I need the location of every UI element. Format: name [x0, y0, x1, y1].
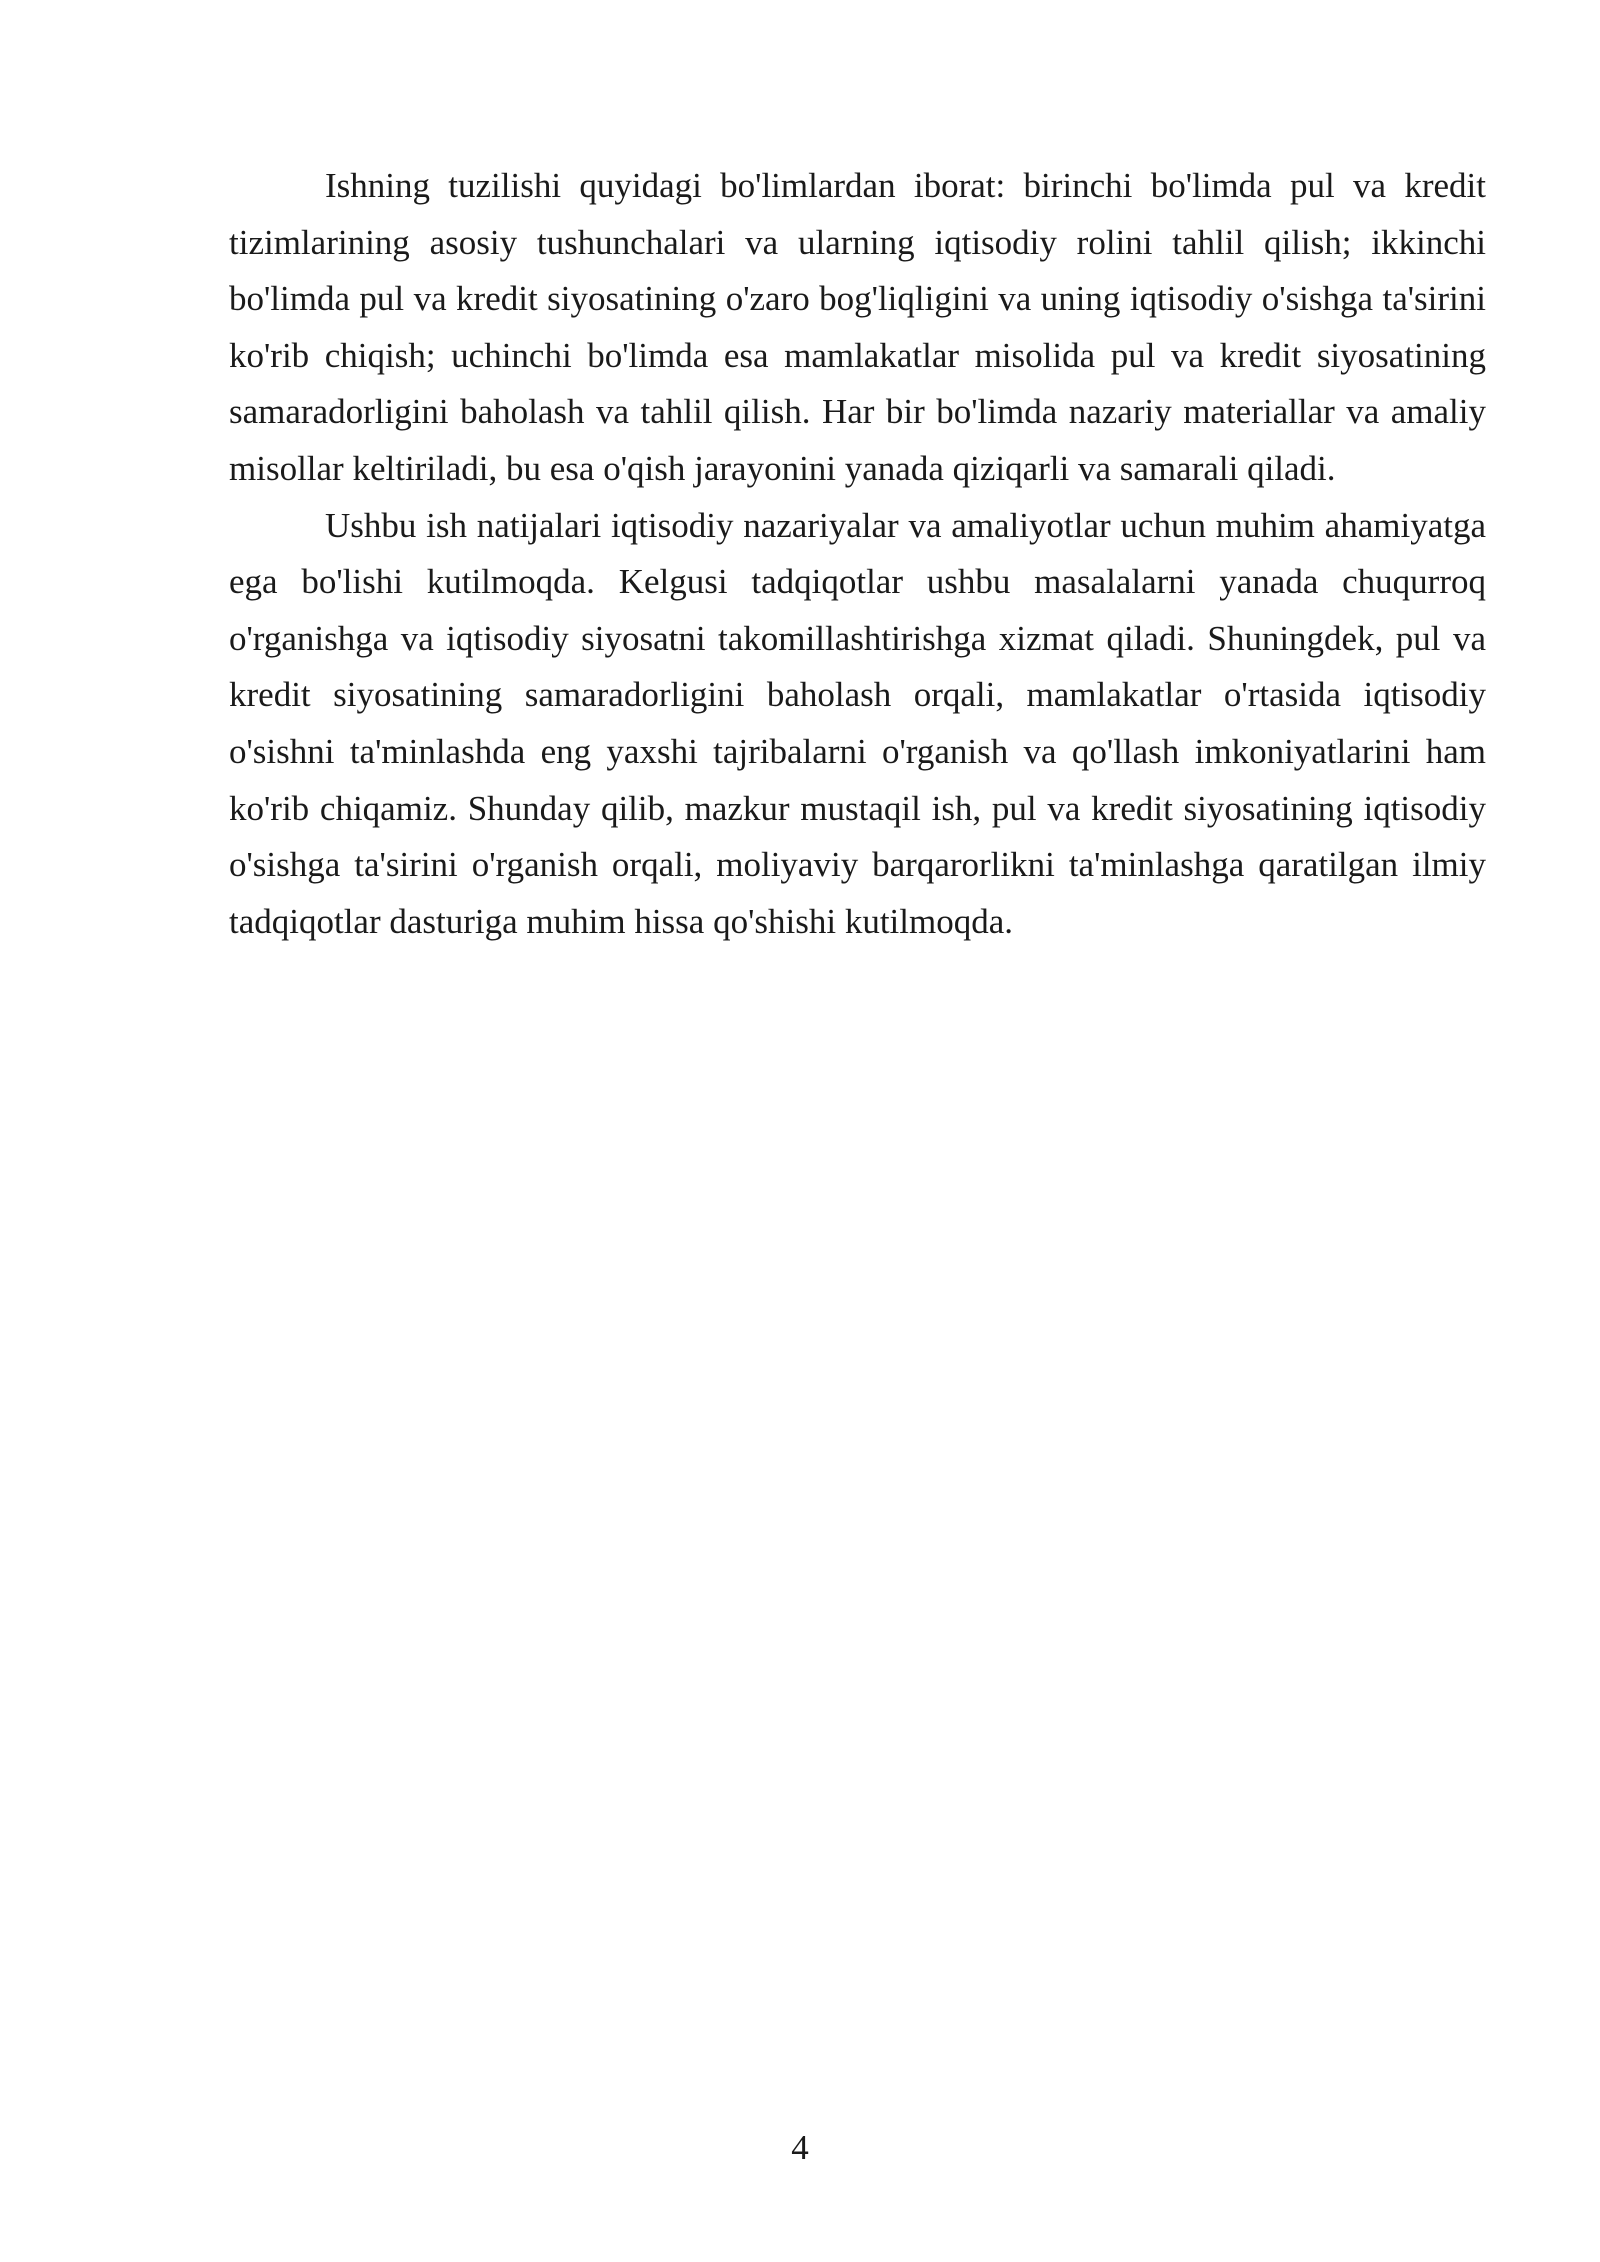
page-number: 4 — [791, 2128, 809, 2167]
paragraph-results: Ushbu ish natijalari iqtisodiy nazariyalar va amaliyotlar uchun muhim ahamiyatga ega bo'lishi kutilmoqda. Kelgusi tadqiqotlar ushbu masalalarni yanada chuqurroq o'rganishga va iqtisodiy siyosatni takomillashtirishga xizmat qiladi. Shuningdek, pul va kredit siyosatining samaradorligini baholash orqali, mamlakatlar o'rtasida iqtisodiy o'sishni ta'minlashda eng yaxshi tajribalarni o'rganish va qo'llash imkoniyatlarini ham ko'rib chiqamiz. Shunday qilib, mazkur mustaqil ish, pul va kredit siyosatining iqtisodiy o'sishga ta'sirini o'rganish orqali, moliyaviy barqarorlikni ta'minlashga qaratilgan ilmiy tadqiqotlar dasturiga muhim hissa qo'shishi kutilmoqda. — [229, 505, 1486, 941]
document-body — [229, 158, 1486, 950]
paragraph-structure: Ishning tuzilishi quyidagi bo'limlardan iborat: birinchi bo'limda pul va kredit tizimlarining asosiy tushunchalari va ularning iqtisodiy rolini tahlil qilish; ikkinchi bo'limda pul va kredit siyosatining o'zaro bog'liqligini va uning iqtisodiy o'sishga ta'sirini ko'rib chiqish; uchinchi bo'limda esa mamlakatlar misolida pul va kredit siyosatining samaradorligini baholash va tahlil qilish. Har bir bo'limda nazariy materiallar va amaliy misollar keltiriladi, bu esa o'qish jarayonini yanada qiziqarli va samarali qiladi. — [229, 166, 1486, 488]
